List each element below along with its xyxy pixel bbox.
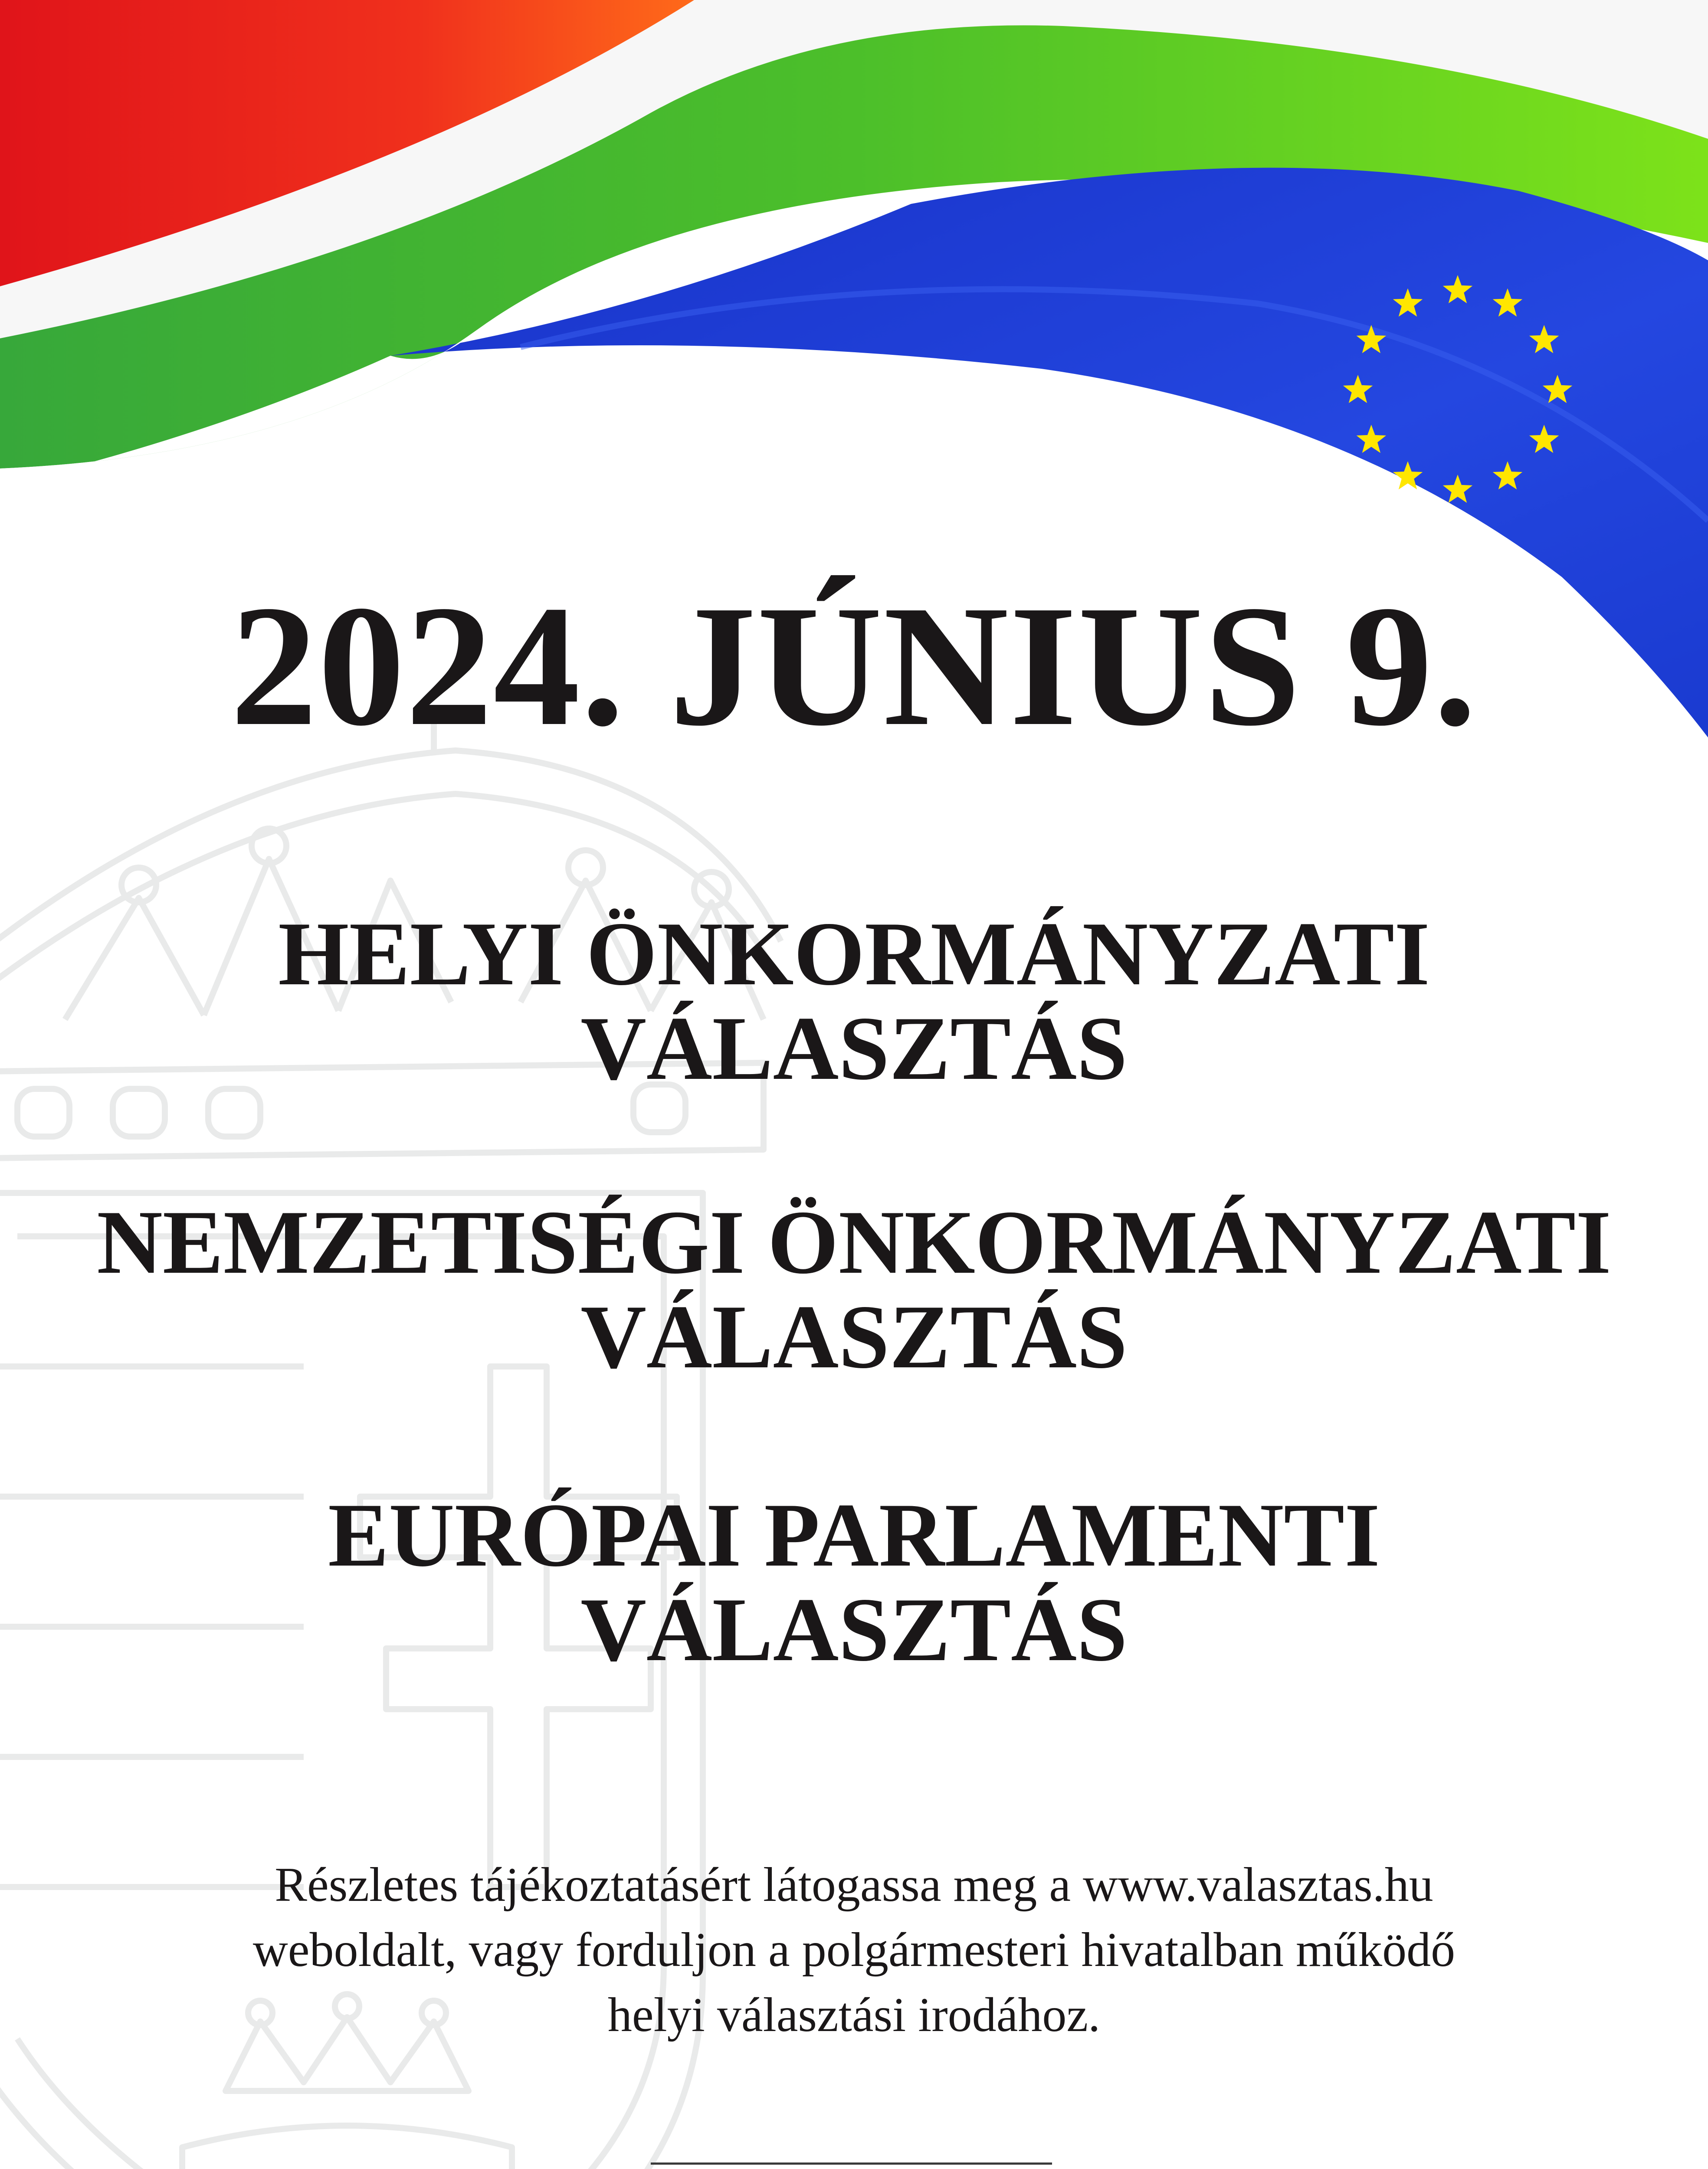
election-european-line1: EURÓPAI PARLAMENTI [328, 1485, 1380, 1586]
eu-star-icon [1357, 425, 1387, 453]
election-local [0, 904, 1708, 1099]
eu-star-icon [1529, 325, 1559, 353]
eu-star-icon [1357, 325, 1387, 353]
eu-star-icon [1393, 288, 1423, 317]
divider [651, 2162, 1052, 2165]
election-nationality-line2: VÁLASZTÁS [580, 1287, 1128, 1387]
eu-star-icon [1493, 288, 1522, 317]
election-local-line2: VÁLASZTÁS [580, 998, 1128, 1099]
election-local-line1: HELYI ÖNKORMÁNYZATI [278, 904, 1430, 1004]
eu-stars-icon [1336, 256, 1579, 525]
info-paragraph [0, 1852, 1708, 2048]
eu-star-icon [1443, 475, 1472, 503]
eu-star-icon [1543, 375, 1572, 403]
info-line-2: weboldalt, vagy forduljon a polgármesteri hivatalban működő [252, 1923, 1456, 1977]
eu-star-icon [1443, 275, 1472, 303]
election-european [0, 1485, 1708, 1680]
election-nationality-line1: NEMZETISÉGI ÖNKORMÁNYZATI [97, 1192, 1611, 1293]
eu-star-icon [1493, 461, 1522, 489]
eu-star-icon [1529, 425, 1559, 453]
info-line-3: helyi választási irodához. [607, 1988, 1101, 2042]
eu-star-icon [1393, 461, 1423, 489]
info-line-1: Részletes tájékoztatásért látogassa meg a www.valasztas.hu [275, 1858, 1433, 1912]
election-nationality [0, 1192, 1708, 1387]
election-european-line2: VÁLASZTÁS [580, 1579, 1128, 1680]
eu-star-icon [1343, 375, 1373, 403]
date-heading: 2024. JÚNIUS 9. [230, 570, 1478, 762]
